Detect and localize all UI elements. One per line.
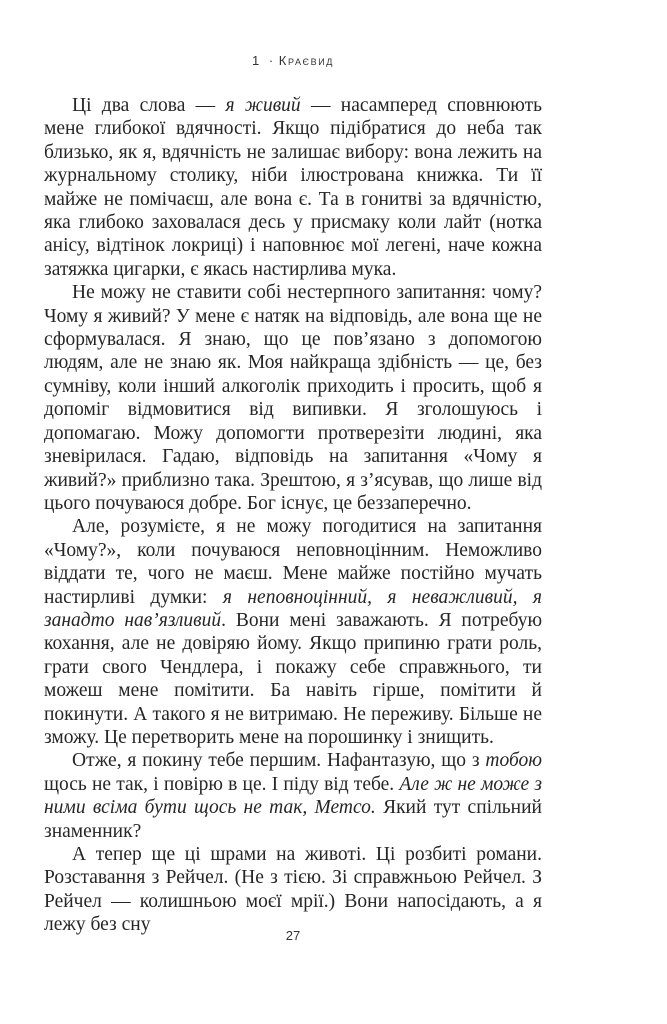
page-number: 27 <box>285 928 301 943</box>
header-separator: · <box>268 53 275 68</box>
paragraph <box>44 515 542 749</box>
paragraph-segment-italic: я живий <box>225 95 301 116</box>
paragraph-segment: Ці два слова — <box>72 95 226 116</box>
body-text <box>44 94 542 937</box>
paragraph-segment: Не можу не ставити собі нестерпного запитання: чому? Чому я живий? У мене є натяк на відповідь, але вона ще не сформувалася. Я знаю, що це пов’язано з допомогою людям, але не знаю як. Моя найкраща здібність — це, без сумніву, коли інший алкоголік приходить і просить, щоб я допоміг відмовитися від випивки. Я зголошуюсь і допомагаю. Можу допомогти протверезіти людині, яка зневірилася. Гадаю, відповідь на запитання «Чому я живий?» приблизно така. Зрештою, я з’ясував, що лише від цього почуваюся добре. Бог існує, це беззаперечно. <box>44 282 542 514</box>
running-header <box>44 53 542 68</box>
paragraph-segment: щось не так, і повірю в це. І піду від тебе. <box>44 773 400 795</box>
paragraph-segment-italic: тобою <box>485 750 542 772</box>
paragraph-segment: А тепер ще ці шрами на животі. Ці розбиті романи. Розставання з Рейчел. (Не з тією. Зі справжньою Рейчел. З Рейчел — колишньою моєї мрії.) Вони напосідають, а я лежу без сну <box>44 844 542 936</box>
paragraph <box>44 281 542 515</box>
paragraph <box>44 843 542 937</box>
chapter-title: Краєвид <box>278 53 334 68</box>
paragraph-segment: Але, розумієте, я не можу погодитися на запитання «Чому?», коли почуваюся неповноцінним. Неможливо віддати те, чого не маєш. Мене майже постійно мучать настирливі думки: <box>44 516 542 608</box>
paragraph-segment: Який тут спільний знаменник? <box>44 797 542 842</box>
page-footer <box>44 928 542 943</box>
paragraph-segment-italic: Але ж не може з ними всіма бути щось не так, Метсо. <box>44 773 542 819</box>
paragraph-segment-italic: я неповноцінний, я неважливий, я занадто нав’язливий <box>44 586 542 631</box>
chapter-number: 1 <box>252 53 261 68</box>
paragraph-segment: . Вони мені заважають. Я потребую кохання, але не довіряю йому. Якщо припиню грати роль, грати свого Чендлера, і покажу себе справжнього, ти можеш мене помітити. Ба навіть гірше, помітити й покинути. А такого я не витримаю. Не переживу. Більше не зможу. Це перетворить мене на порошинку і знищить. <box>44 609 543 748</box>
paragraph <box>44 749 542 843</box>
paragraph <box>44 94 542 281</box>
paragraph-segment: — насамперед сповнюють мене глибокої вдячності. Якщо підібратися до неба так близько, як я, вдячність не залишає вибору: вона лежить на журнальному столику, ніби ілюстрована книжка. Ти її майже не помічаєш, але вона є. Та в гонитві за вдячністю, яка глибоко заховалася десь у присмаку коли лайт (нотка анісу, відтінок локриці) і наповнює мої легені, наче кожна затяжка цигарки, є якась настирлива мука. <box>44 95 542 280</box>
paragraph-segment: Отже, я покину тебе першим. Нафантазую, що з <box>72 750 486 772</box>
